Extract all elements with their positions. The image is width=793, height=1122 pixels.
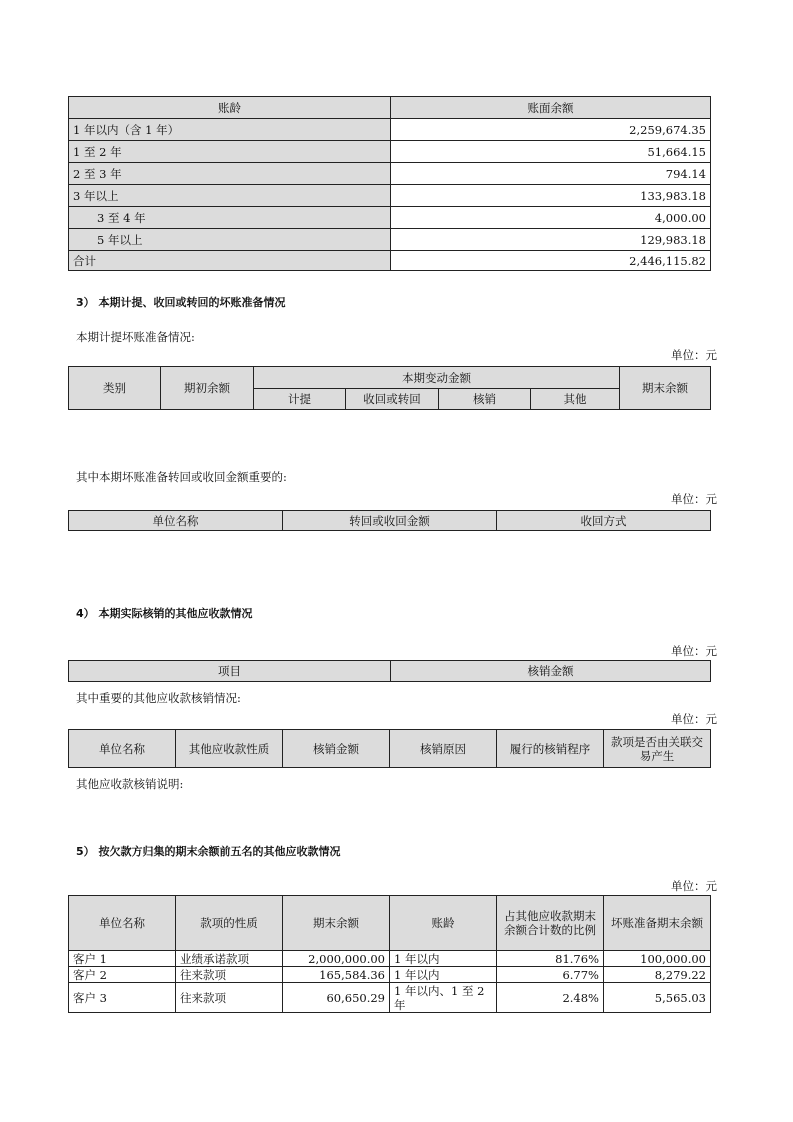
cell: 2.48% [497,983,604,1013]
row-value: 2,446,115.82 [391,251,711,271]
cell: 2,000,000.00 [283,951,390,967]
cell: 1 年以内、1 至 2 年 [390,983,497,1013]
header: 类别 [69,367,161,410]
cell: 165,584.36 [283,967,390,983]
cell: 客户 1 [69,951,176,967]
header: 核销 [439,389,531,410]
header: 收回方式 [497,511,711,531]
header: 其他 [531,389,620,410]
section-5-title: 5） 按欠款方归集的期末余额前五名的其他应收款情况 [76,845,341,858]
row-value: 133,983.18 [391,185,711,207]
writeoff-table [68,660,711,682]
header: 占其他应收款期末余额合计数的比例 [497,896,604,951]
header: 转回或收回金额 [283,511,497,531]
recovery-table [68,510,711,531]
aging-table [68,96,711,271]
top-five-table [68,895,711,1013]
s4-note: 其他应收款核销说明: [76,777,184,791]
important-writeoff-table [68,729,711,768]
unit-label: 单位：元 [671,712,717,726]
cell: 8,279.22 [604,967,711,983]
header: 账面余额 [391,97,711,119]
header: 账龄 [69,97,391,119]
row-label: 1 年以内（含 1 年） [69,119,391,141]
table-row [69,967,711,983]
row-label: 合计 [69,251,391,271]
row-label: 3 至 4 年 [69,207,391,229]
cell: 业绩承诺款项 [176,951,283,967]
header: 项目 [69,661,391,682]
header: 单位名称 [69,730,176,768]
header: 履行的核销程序 [497,730,604,768]
row-value: 4,000.00 [391,207,711,229]
s3-intro2: 其中本期坏账准备转回或收回金额重要的: [76,470,287,484]
header: 期末余额 [283,896,390,951]
section-4-title: 4） 本期实际核销的其他应收款情况 [76,607,253,620]
unit-label: 单位：元 [671,644,717,658]
header: 单位名称 [69,511,283,531]
row-label: 5 年以上 [69,229,391,251]
header: 款项的性质 [176,896,283,951]
row-value: 51,664.15 [391,141,711,163]
header: 期末余额 [620,367,711,410]
s3-intro: 本期计提坏账准备情况: [76,330,195,344]
cell: 5,565.03 [604,983,711,1013]
unit-label: 单位：元 [671,492,717,506]
cell: 60,650.29 [283,983,390,1013]
cell: 1 年以内 [390,967,497,983]
header: 账龄 [390,896,497,951]
bad-debt-table [68,366,711,410]
cell: 往来款项 [176,983,283,1013]
header: 期初余额 [161,367,254,410]
header: 单位名称 [69,896,176,951]
header: 核销金额 [391,661,711,682]
header: 核销原因 [390,730,497,768]
row-value: 794.14 [391,163,711,185]
cell: 客户 3 [69,983,176,1013]
cell: 往来款项 [176,967,283,983]
row-label: 1 至 2 年 [69,141,391,163]
header: 核销金额 [283,730,390,768]
row-value: 2,259,674.35 [391,119,711,141]
row-label: 2 至 3 年 [69,163,391,185]
row-value: 129,983.18 [391,229,711,251]
header: 本期变动金额 [254,367,620,389]
s4-intro: 其中重要的其他应收款核销情况: [76,691,241,705]
cell: 81.76% [497,951,604,967]
unit-label: 单位：元 [671,879,717,893]
header: 收回或转回 [346,389,439,410]
header: 计提 [254,389,346,410]
cell: 1 年以内 [390,951,497,967]
table-row [69,983,711,1013]
cell: 6.77% [497,967,604,983]
unit-label: 单位：元 [671,348,717,362]
section-3-title: 3） 本期计提、收回或转回的坏账准备情况 [76,296,286,309]
row-label: 3 年以上 [69,185,391,207]
header: 坏账准备期末余额 [604,896,711,951]
cell: 客户 2 [69,967,176,983]
header: 其他应收款性质 [176,730,283,768]
cell: 100,000.00 [604,951,711,967]
table-row [69,951,711,967]
header: 款项是否由关联交易产生 [604,730,711,768]
